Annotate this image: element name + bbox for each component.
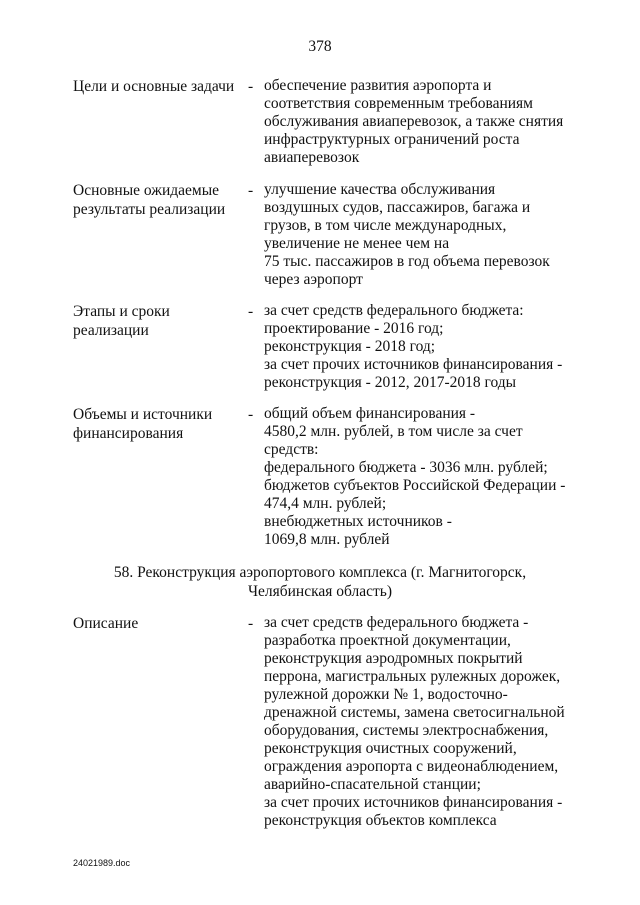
label-line: Этапы и сроки — [73, 303, 170, 320]
entry-dash: - — [248, 303, 254, 320]
entry-value — [264, 77, 584, 167]
value-line: за счет прочих источников финансирования - — [264, 356, 563, 373]
value-line: 474,4 млн. рублей; — [264, 495, 387, 512]
value-line: реконструкция - 2018 год; — [264, 338, 436, 355]
value-line: обеспечение развития аэропорта и — [264, 77, 492, 94]
value-line: реконструкция аэродромных покрытий — [264, 650, 523, 667]
entry-value — [264, 302, 584, 392]
value-line: за счет средств федерального бюджета: — [264, 302, 524, 319]
entry-label — [73, 77, 248, 96]
value-line: общий объем финансирования - — [264, 405, 476, 422]
value-line: реконструкция очистных сооружений, — [264, 740, 517, 757]
value-line: средств: — [264, 441, 319, 458]
section-heading-line: Челябинская область) — [247, 583, 393, 600]
page-number: 378 — [308, 38, 332, 55]
entry-label — [73, 302, 248, 340]
label-line: Цели и основные задачи — [73, 78, 235, 95]
value-line: обслуживания авиаперевозок, а также снятия — [264, 113, 564, 130]
value-line: реконструкция - 2012, 2017-2018 годы — [264, 374, 517, 391]
value-line: дренажной системы, замена светосигнальной — [264, 704, 565, 721]
value-line: проектирование - 2016 год; — [264, 320, 444, 337]
value-line: инфраструктурных ограничений роста — [264, 131, 520, 148]
value-line: улучшение качества обслуживания — [264, 181, 496, 198]
value-line: разработка проектной документации, — [264, 632, 511, 649]
label-line: Объемы и источники — [73, 406, 213, 423]
label-line: Описание — [73, 615, 139, 632]
value-line: соответствия современным требованиям — [264, 95, 533, 112]
value-line: федерального бюджета - 3036 млн. рублей; — [264, 459, 548, 476]
label-line: результаты реализации — [73, 201, 226, 218]
value-line: увеличение не менее чем на — [264, 235, 450, 252]
label-line: Основные ожидаемые — [73, 182, 220, 199]
value-line: оборудования, системы электроснабжения, — [264, 722, 549, 739]
value-line: аварийно-спасательной станции; — [264, 776, 481, 793]
value-line: воздушных судов, пассажиров, багажа и — [264, 199, 531, 216]
label-line: реализации — [73, 322, 149, 339]
value-line: перрона, магистральных рулежных дорожек, — [264, 668, 561, 685]
value-line: ограждения аэропорта с видеонаблюдением, — [264, 758, 559, 775]
value-line: за счет средств федерального бюджета - — [264, 614, 529, 631]
entry-label — [73, 405, 248, 443]
value-line: грузов, в том числе международных, — [264, 217, 507, 234]
value-line: 4580,2 млн. рублей, в том числе за счет — [264, 423, 523, 440]
section-heading — [0, 563, 640, 601]
value-line: 75 тыс. пассажиров в год объема перевозок — [264, 253, 550, 270]
label-line: финансирования — [73, 425, 184, 442]
entry-value — [264, 614, 584, 830]
file-name-footer: 24021989.doc — [73, 858, 131, 868]
entry-dash: - — [248, 182, 254, 199]
entry-label — [73, 614, 248, 633]
value-line: рулежной дорожки № 1, водосточно- — [264, 686, 508, 703]
entry-dash: - — [248, 78, 254, 95]
entry-dash: - — [248, 406, 254, 423]
value-line: через аэропорт — [264, 271, 363, 288]
entry-value — [264, 181, 584, 289]
value-line: реконструкция объектов комплекса — [264, 812, 497, 829]
value-line: авиаперевозок — [264, 149, 360, 166]
entry-value — [264, 405, 584, 549]
value-line: бюджетов субъектов Российской Федерации - — [264, 477, 566, 494]
value-line: 1069,8 млн. рублей — [264, 531, 390, 548]
value-line: внебюджетных источников - — [264, 513, 452, 530]
value-line: за счет прочих источников финансирования - — [264, 794, 563, 811]
section-heading-line: 58. Реконструкция аэропортового комплекса (г. Магнитогорск, — [113, 564, 527, 581]
entry-label — [73, 181, 248, 219]
entry-dash: - — [248, 615, 254, 632]
